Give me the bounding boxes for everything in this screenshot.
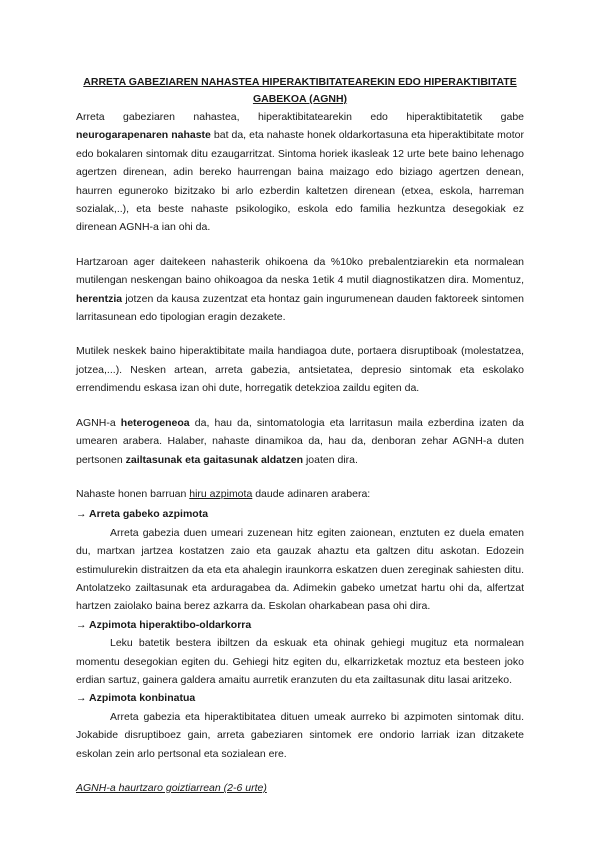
subtypes-intro — [76, 485, 524, 503]
hetero-bold-term: heterogeneoa — [120, 416, 190, 429]
subtype-heading-hyperactive: → Azpimota hiperaktibo-oldarkorra — [76, 618, 252, 631]
title-line-1: ARRETA GABEZIAREN NAHASTEA HIPERAKTIBITATEAREKIN EDO HIPERAKTIBITATE — [83, 76, 517, 88]
subtype-text-hyperactive: Leku batetik bestera ibiltzen da eskuak eta ohinak gehiegi mugituz eta normalean momentu desegokian egiten du. Gehiegi hitz egiten du, elkarrizketak moztuz eta besteen joko erdian sartuz, gainera galdera amaitu aurretik eranzuten du eta zailtasunak ditu lasai aritzeko. — [76, 637, 524, 686]
prevalence-text-a: Hartzaroan ager daitekeen nahasterik ohikoena da %10ko prebalentziarekin eta normalean mutilengan neskengan baino ohikoagoa da neska 1etik 4 mutil diagnostikatzen dira. Momentuz, — [76, 255, 524, 287]
hetero-text-c: da, hau da, sintomatologia eta larritasun maila ezberdina izaten da umearen arabera. Halaber, nahaste dinamikoa da, hau da, denboran zehar AGNH-a duten pertsonen — [76, 416, 524, 466]
subtypes-intro-c: daude adinaren arabera: — [252, 487, 371, 500]
document-title — [76, 74, 524, 108]
heterogeneity-paragraph — [76, 414, 524, 469]
subtype-heading-combined: → Azpimota konbinatua — [76, 692, 196, 705]
title-line-2: GABEKOA (AGNH) — [252, 93, 348, 105]
subtype-text-inattentive: Arreta gabezia duen umeari zuzenean hitz egiten zaionean, enztuten ez duela ematen du, martxan jartzea kostatzen zaio eta gauzak ahaztu eta galtzen ditu askotan. Edozein estimulurekin distraitzen da eta eta ahalegin iraunkorra eskatzen duen zereginak sahiesten ditu. Antolatzeko zailtasunak eta arduragabea da. Adimekin gabeko umetzat hartu ohi da, alfertzat hartzen zaiolako baina berez azkarra da. Eskolan oharkabean pasa ohi dira. — [76, 526, 524, 613]
hetero-bold-phrase: zailtasunak eta gaitasunak aldatzen — [125, 453, 304, 466]
subtypes-intro-underline: hiru azpimota — [189, 487, 253, 500]
subtype-heading-inattentive: → Arreta gabeko azpimota — [76, 508, 209, 521]
hetero-text-e: joaten dira. — [303, 453, 358, 466]
prevalence-bold-term: herentzia — [76, 292, 123, 305]
gender-paragraph: Mutilek neskek baino hiperaktibitate maila handiagoa dute, portaera disruptiboak (molestatzea, jotzea,...). Nesken artean, arreta gabezia, antsietatea, depresio sintomak eta eskolako errendimendu eskasa izan ohi dute, horregatik detekzioa zaildu egiten da. — [76, 345, 524, 395]
hetero-text-a: AGNH-a — [76, 416, 121, 429]
intro-text-a: Arreta gabeziaren nahastea, hiperaktibitatearekin edo hiperaktibitatetik gabe — [76, 111, 524, 123]
intro-text-c: bat da, eta nahaste honek oldarkortasuna eta hiperaktibitate motor edo bokalaren sintomak ditu ezaugarritzat. Sintoma horiek ikasleak 12 urte bete baino lehenago agertzen direnean, adin bereko haurrengan baina maizago edo biziago agertzen denean, haurren eguneroko bizitzako bi arlo ezberdin kaltetzen direnean (etxea, eskola, harreman sozialak,..), eta beste nahaste psikologiko, eskola edo familia hezkuntza desegokiak ez direnean AGNH-a ian ohi da. — [76, 129, 524, 234]
subtype-text-combined: Arreta gabezia eta hiperaktibitatea dituen umeak aurreko bi azpimoten sintomak ditu. Jokabide disruptiboez gain, arreta gabeziaren sintomek ere ondorio larriak izan ditzakete eskolan zein arlo pertsonal eta sozialean ere. — [76, 710, 524, 760]
subtypes-intro-a: Nahaste honen barruan — [76, 487, 190, 500]
prevalence-text-c: jotzen da kausa zuzentzat eta hontaz gain ingurumenean dauden faktoreek sintomen larritasunean edo tipologian eragin dezakete. — [76, 292, 524, 324]
prevalence-paragraph — [76, 253, 524, 327]
next-section-title: AGNH-a haurtzaro goiztiarrean (2-6 urte) — [76, 782, 267, 794]
intro-paragraph — [76, 108, 524, 237]
intro-bold-term: neurogarapenaren nahaste — [76, 129, 211, 142]
